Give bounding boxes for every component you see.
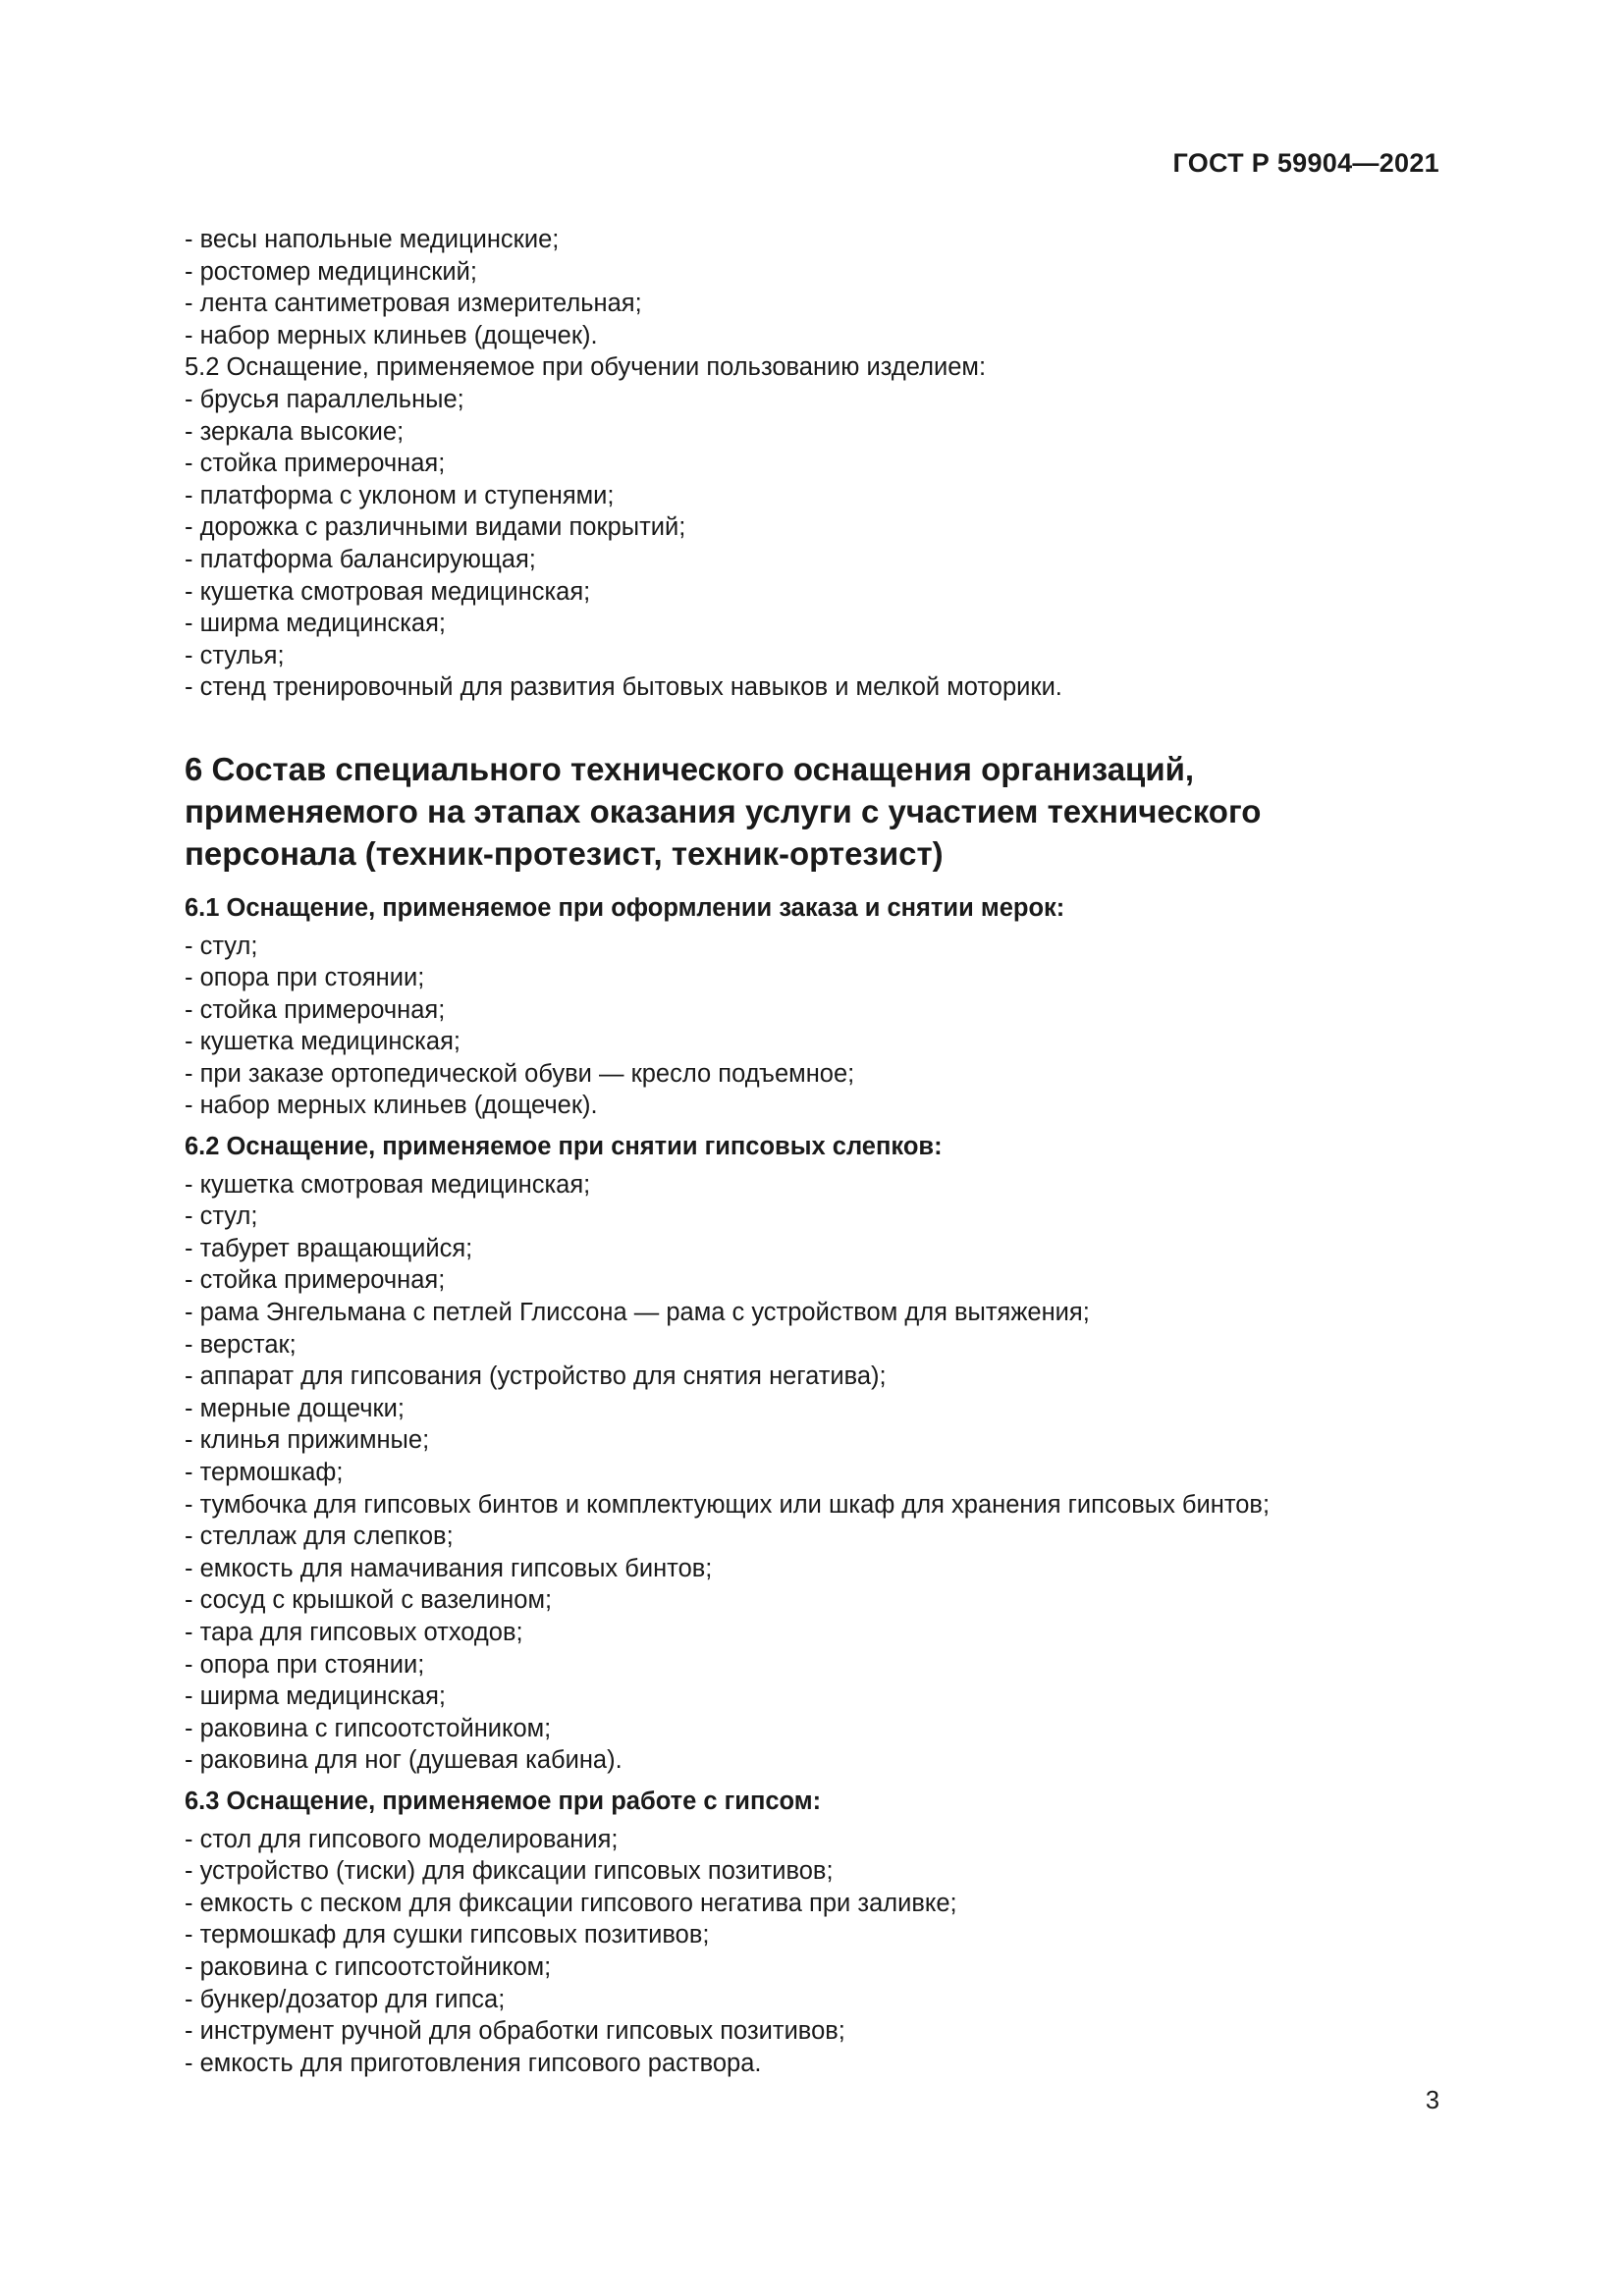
list-item: - кушетка медицинская; — [185, 1028, 460, 1056]
intro-list — [185, 224, 1441, 351]
list-item: - стул; — [185, 932, 258, 960]
list-item: - стол для гипсового моделирования; — [185, 1825, 619, 1853]
list-item: - тара для гипсовых отходов; — [185, 1618, 523, 1646]
document-code: ГОСТ Р 59904—2021 — [1172, 148, 1439, 178]
section-6-2-title: 6.2 Оснащение, применяемое при снятии гипсовых слепков: — [185, 1133, 943, 1161]
list-item: - раковина с гипсоотстойником; — [185, 1952, 552, 1981]
list-item: - платформа балансирующая; — [185, 545, 536, 573]
section-6-3-title: 6.3 Оснащение, применяемое при работе с гипсом: — [185, 1787, 822, 1815]
list-item: - стойка примерочная; — [185, 1266, 446, 1295]
section-6-heading — [185, 748, 1441, 875]
list-item: - при заказе ортопедической обуви — кресло подъемное; — [185, 1059, 855, 1088]
page-content — [185, 224, 1441, 2079]
list-item: - сосуд с крышкой с вазелином; — [185, 1586, 553, 1615]
list-item: - опора при стоянии; — [185, 964, 425, 992]
list-item: - весы напольные медицинские; — [185, 226, 560, 253]
list-item: - термошкаф; — [185, 1459, 344, 1486]
list-item: - устройство (тиски) для фиксации гипсовых позитивов; — [185, 1857, 834, 1886]
section-6-heading-line: применяемого на этапах оказания услуги с участием технического — [185, 792, 1262, 829]
list-item: - емкость для намачивания гипсовых бинтов; — [185, 1554, 713, 1582]
list-item: - стулья; — [185, 641, 285, 669]
list-item: - термошкаф для сушки гипсовых позитивов; — [185, 1921, 710, 1949]
list-item: - тумбочка для гипсовых бинтов и комплектующих или шкаф для хранения гипсовых бинтов; — [185, 1490, 1271, 1519]
list-item: - кушетка смотровая медицинская; — [185, 1170, 591, 1199]
list-item: - мерные дощечки; — [185, 1394, 406, 1422]
section-5-2 — [185, 351, 1441, 704]
list-item: - клинья прижимные; — [185, 1426, 430, 1455]
list-item: - лента сантиметровая измерительная; — [185, 290, 642, 318]
list-item: - кушетка смотровая медицинская; — [185, 577, 591, 606]
section-6-1 — [185, 892, 1441, 1122]
list-item: - стойка примерочная; — [185, 450, 446, 478]
page-number: 3 — [1425, 2087, 1439, 2114]
list-item: - зеркала высокие; — [185, 417, 405, 446]
list-item: - платформа с уклоном и ступенями; — [185, 481, 615, 509]
list-item: - стул; — [185, 1202, 258, 1231]
list-item: - дорожка с различными видами покрытий; — [185, 513, 686, 542]
list-item: - ростомер медицинский; — [185, 257, 477, 286]
list-item: - брусья параллельные; — [185, 385, 464, 413]
section-6-1-title: 6.1 Оснащение, применяемое при оформлении заказа и снятии мерок: — [185, 893, 1065, 922]
list-item: - бункер/дозатор для гипса; — [185, 1985, 506, 2013]
list-item: - набор мерных клиньев (дощечек). — [185, 321, 598, 349]
section-6-heading-line: 6 Состав специального технического оснащения организаций, — [185, 750, 1195, 787]
list-item: - ширма медицинская; — [185, 1682, 447, 1711]
list-item: - опора при стоянии; — [185, 1650, 425, 1679]
list-item: - ширма медицинская; — [185, 610, 447, 638]
list-item: - емкость для приготовления гипсового раствора. — [185, 2049, 762, 2077]
list-item: - верстак; — [185, 1330, 297, 1359]
section-6-2 — [185, 1131, 1441, 1777]
section-5-2-title: 5.2 Оснащение, применяемое при обучении пользованию изделием: — [185, 353, 987, 382]
list-item: - стеллаж для слепков; — [185, 1522, 454, 1551]
list-item: - стойка примерочная; — [185, 995, 446, 1024]
list-item: - раковина для ног (душевая кабина). — [185, 1746, 623, 1775]
list-item: - раковина с гипсоотстойником; — [185, 1714, 552, 1742]
section-6-3 — [185, 1786, 1441, 2079]
list-item: - аппарат для гипсования (устройство для снятия негатива); — [185, 1362, 887, 1391]
list-item: - стенд тренировочный для развития бытовых навыков и мелкой моторики. — [185, 673, 1062, 702]
section-6-heading-line: персонала (техник-протезист, техник-ортезист) — [185, 834, 944, 872]
list-item: - табурет вращающийся; — [185, 1234, 473, 1262]
list-item: - рама Энгельмана с петлей Глиссона — рама с устройством для вытяжения; — [185, 1299, 1090, 1327]
list-item: - набор мерных клиньев (дощечек). — [185, 1092, 598, 1120]
list-item: - емкость с песком для фиксации гипсового негатива при заливке; — [185, 1889, 957, 1917]
list-item: - инструмент ручной для обработки гипсовых позитивов; — [185, 2017, 845, 2046]
